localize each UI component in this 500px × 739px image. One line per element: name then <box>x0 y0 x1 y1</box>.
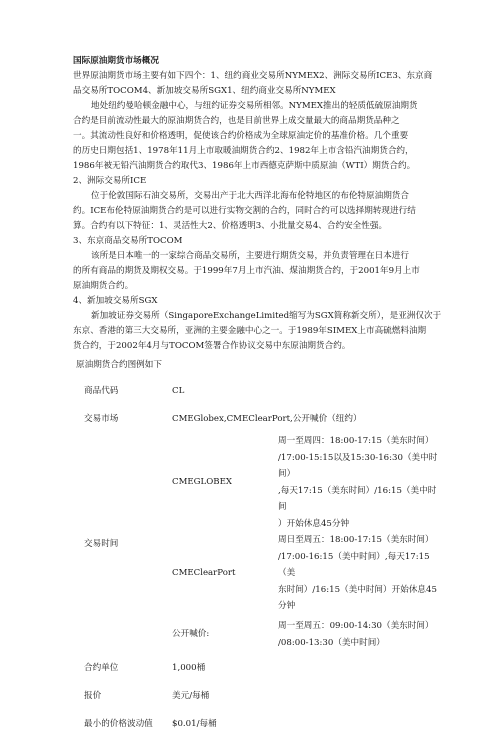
sgx-line-3: 货合约，于2002年4月与TOCOM签署合作协议交易中东原油期货合约。 <box>73 341 351 351</box>
clearport-value <box>278 532 443 615</box>
outcry-value <box>278 615 443 655</box>
nymex-line-3: 一。其流动性良好和价格透明，促使该合约价格成为全球原油定价的基准价格。几个重要 <box>73 131 409 141</box>
clearport-line: /17:00-16:15（美中时间）,每天17:15（美 <box>278 551 430 578</box>
ice-line-3: 算。合约有以下特征：1、灵活性大2、价格透明3、小批量交易4、合约安全性强。 <box>73 221 388 231</box>
quote-value: 美元/每桶 <box>172 691 210 702</box>
tick-value: $0.01/每桶 <box>172 719 217 730</box>
sgx-line-1: 新加坡证券交易所（SingaporeExchangeLimited缩写为SGX简称新交所），是亚洲仅次于 <box>91 311 442 321</box>
unit-label: 合约单位 <box>84 663 119 674</box>
ice-line-2: 约。ICE布伦特原油期货合约是可以进行实物交割的合约，同时合约可以选择期转现进行结 <box>73 206 416 216</box>
globex-value <box>278 433 443 532</box>
code-value: CL <box>172 385 185 396</box>
tocom-line-1: 该所是日本唯一的一家综合商品交易所，主要进行期货交易，并负责管理在日本进行 <box>91 251 409 261</box>
sgx-line-2: 东京、香港的第三大交易所，亚洲的主要金融中心之一。于1989年SIMEX上市高硫燃料油期 <box>73 326 427 336</box>
clearport-line: 分钟 <box>278 601 296 611</box>
tick-label: 最小的价格波动值 <box>84 719 153 730</box>
ice-heading: 2、洲际交易所ICE <box>73 176 147 186</box>
clearport-line: 东时间）/16:15（美中时间）开始休息45 <box>278 584 437 595</box>
table-row <box>73 405 443 433</box>
clearport-line: 周日至周五：18:00-17:15（美东时间） <box>278 535 434 545</box>
nymex-line-2: 合约是目前流动性最大的原油期货合约，也是目前世界上成交量最大的商品期货品种之 <box>73 116 400 126</box>
quote-label: 报价 <box>84 691 102 702</box>
outcry-label: 公开喊价: <box>172 629 210 640</box>
table-row <box>73 433 443 532</box>
globex-line: ,每天17:15（美东时间）/16:15（美中时间 <box>278 485 437 512</box>
nymex-line-1: 地处纽约曼哈顿金融中心，与纽约证券交易所相邻。NYMEX推出的轻质低硫原油期货 <box>91 101 418 111</box>
contract-spec-table <box>73 377 443 739</box>
clearport-label: CMEClearPort <box>172 568 236 578</box>
sgx-heading: 4、新加坡交易所SGX <box>73 296 158 306</box>
outcry-line: 周一至周五：09:00-14:30（美东时间） <box>278 621 434 631</box>
tocom-heading: 3、东京商品交易所TOCOM <box>73 236 183 246</box>
time-label: 交易时间 <box>84 538 119 549</box>
tocom-line-3: 原油期货合约。 <box>73 281 134 291</box>
nymex-line-4: 的历史日期包括1、1978年11月上市取暖油期货合约2、1982年上市含铅汽油期货合约， <box>73 146 414 156</box>
code-label: 商品代码 <box>84 385 119 396</box>
nymex-line-5: 1986年被无铅汽油期货合约取代3、1986年上市西德克萨斯中质原油（WTI）期货合约。 <box>73 161 416 171</box>
table-row <box>73 711 443 739</box>
table-row <box>73 655 443 683</box>
doc-title: 国际原油期货市场概况 <box>73 56 159 66</box>
globex-line: /17:00-15:15以及15:30-16:30（美中时间） <box>278 452 438 479</box>
table-row <box>73 377 443 405</box>
market-value: CMEGlobex,CMEClearPort,公开喊价（纽约） <box>172 413 362 424</box>
globex-label: CMEGLOBEX <box>172 477 232 488</box>
globex-line: 周一至周四：18:00-17:15（美东时间） <box>278 436 434 446</box>
market-label: 交易市场 <box>84 413 119 424</box>
unit-value: 1,000桶 <box>172 663 206 674</box>
intro-line-1: 世界原油期货市场主要有如下四个：1、纽约商业交易所NYMEX2、洲际交易所ICE3、东京商 <box>73 71 433 81</box>
outcry-line: /08:00-13:30（美中时间） <box>278 637 385 648</box>
intro-line-2: 品交易所TOCOM4、新加坡交易所SGX1、纽约商业交易所NYMEX <box>73 86 336 96</box>
ice-line-1: 位于伦敦国际石油交易所，交易出产于北大西洋北海布伦特地区的布伦特原油期货合 <box>91 191 409 201</box>
table-row <box>73 683 443 711</box>
globex-line: ）开始休息45分钟 <box>278 518 350 529</box>
table-caption: 原油期货合约图例如下 <box>76 360 162 370</box>
tocom-line-2: 的所有商品的期货及期权交易。于1999年7月上市汽油、煤油期货合约，于2001年9月上市 <box>73 266 420 276</box>
